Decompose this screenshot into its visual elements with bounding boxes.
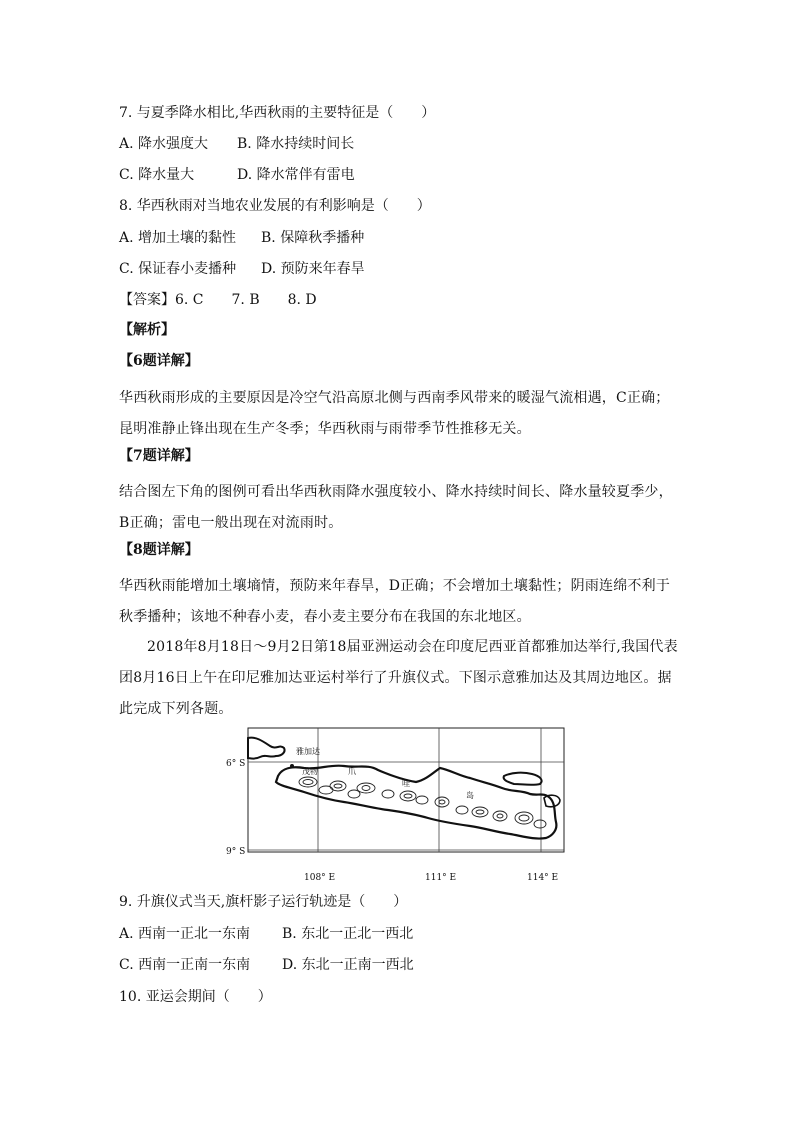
option-9b: B. 东北一正北一西北 <box>282 926 414 942</box>
intro-paragraph: 2018年8月18日～9月2日第18届亚洲运动会在印度尼西亚首都雅加达举行,我国代表团8月16日上午在印尼雅加达亚运村举行了升旗仪式。下图示意雅加达及其周边地区。据此完成下列各题。 <box>119 639 678 717</box>
answer-line: 【答案】6. C 7. B 8. D <box>119 292 317 308</box>
option-8d: D. 预防来年春旱 <box>261 261 365 277</box>
option-8b: B. 保障秋季播种 <box>261 230 365 246</box>
option-7c: C. 降水量大 <box>119 167 195 183</box>
option-9a: A. 西南一正北一东南 <box>119 926 251 942</box>
lon-label-108e: 108° E <box>304 873 336 883</box>
map-label-java-3: 岛 <box>466 791 474 800</box>
detail-8-heading: 【8题详解】 <box>119 542 199 558</box>
question-8-stem: 8. 华西秋雨对当地农业发展的有利影响是（ ） <box>119 198 431 214</box>
map-label-java-2: 哇 <box>402 779 410 788</box>
question-8-options-row2 <box>119 259 365 279</box>
jakarta-marker <box>290 764 294 768</box>
detail-6-text: 华西秋雨形成的主要原因是冷空气沿高原北侧与西南季风带来的暖湿气流相遇，C正确；昆明准静止锋出现在生产冬季；华西秋雨与雨带季节性推移无关。 <box>119 390 670 437</box>
java-map-svg <box>226 724 568 884</box>
map-label-jakarta: 雅加达 <box>296 747 320 756</box>
question-7-options-row2 <box>119 165 355 185</box>
option-7b: B. 降水持续时间长 <box>237 136 355 152</box>
question-7-stem: 7. 与夏季降水相比,华西秋雨的主要特征是（ ） <box>119 105 436 121</box>
terrain-contours <box>299 777 546 828</box>
analysis-heading: 【解析】 <box>119 322 175 338</box>
lon-label-111e: 111° E <box>425 873 457 883</box>
sumatra-coast <box>248 738 285 759</box>
java-map-figure <box>226 724 568 884</box>
option-7d: D. 降水常伴有雷电 <box>237 167 355 183</box>
madura-coast <box>504 773 542 785</box>
detail-7-text: 结合图左下角的图例可看出华西秋雨降水强度较小、降水持续时间长、降水量较夏季少，B正确；雷电一般出现在对流雨时。 <box>119 484 673 531</box>
question-9-options-row2 <box>119 955 414 975</box>
map-label-bogor: 茂物 <box>302 767 318 776</box>
question-9-stem: 9. 升旗仪式当天,旗杆影子运行轨迹是（ ） <box>119 894 408 910</box>
option-7a: A. 降水强度大 <box>119 136 209 152</box>
question-7-options-row1 <box>119 134 354 154</box>
question-8-options-row1 <box>119 228 364 248</box>
question-9-options-row1 <box>119 924 413 944</box>
lat-label-9s: 9° S <box>226 847 246 857</box>
lon-label-114e: 114° E <box>527 873 559 883</box>
option-8a: A. 增加土壤的黏性 <box>119 230 237 246</box>
detail-6-heading: 【6题详解】 <box>119 353 199 369</box>
option-9d: D. 东北一正南一西北 <box>282 957 414 973</box>
map-label-java-1: 爪 <box>348 767 356 776</box>
option-9c: C. 西南一正南一东南 <box>119 957 251 973</box>
question-10-stem: 10. 亚运会期间（ ） <box>119 989 272 1005</box>
detail-7-heading: 【7题详解】 <box>119 448 199 464</box>
option-8c: C. 保证春小麦播种 <box>119 261 237 277</box>
lat-label-6s: 6° S <box>226 759 246 769</box>
detail-8-text: 华西秋雨能增加土壤墒情，预防来年春旱，D正确；不会增加土壤黏性；阴雨连绵不利于秋季播种；该地不种春小麦，春小麦主要分布在我国的东北地区。 <box>119 578 671 625</box>
